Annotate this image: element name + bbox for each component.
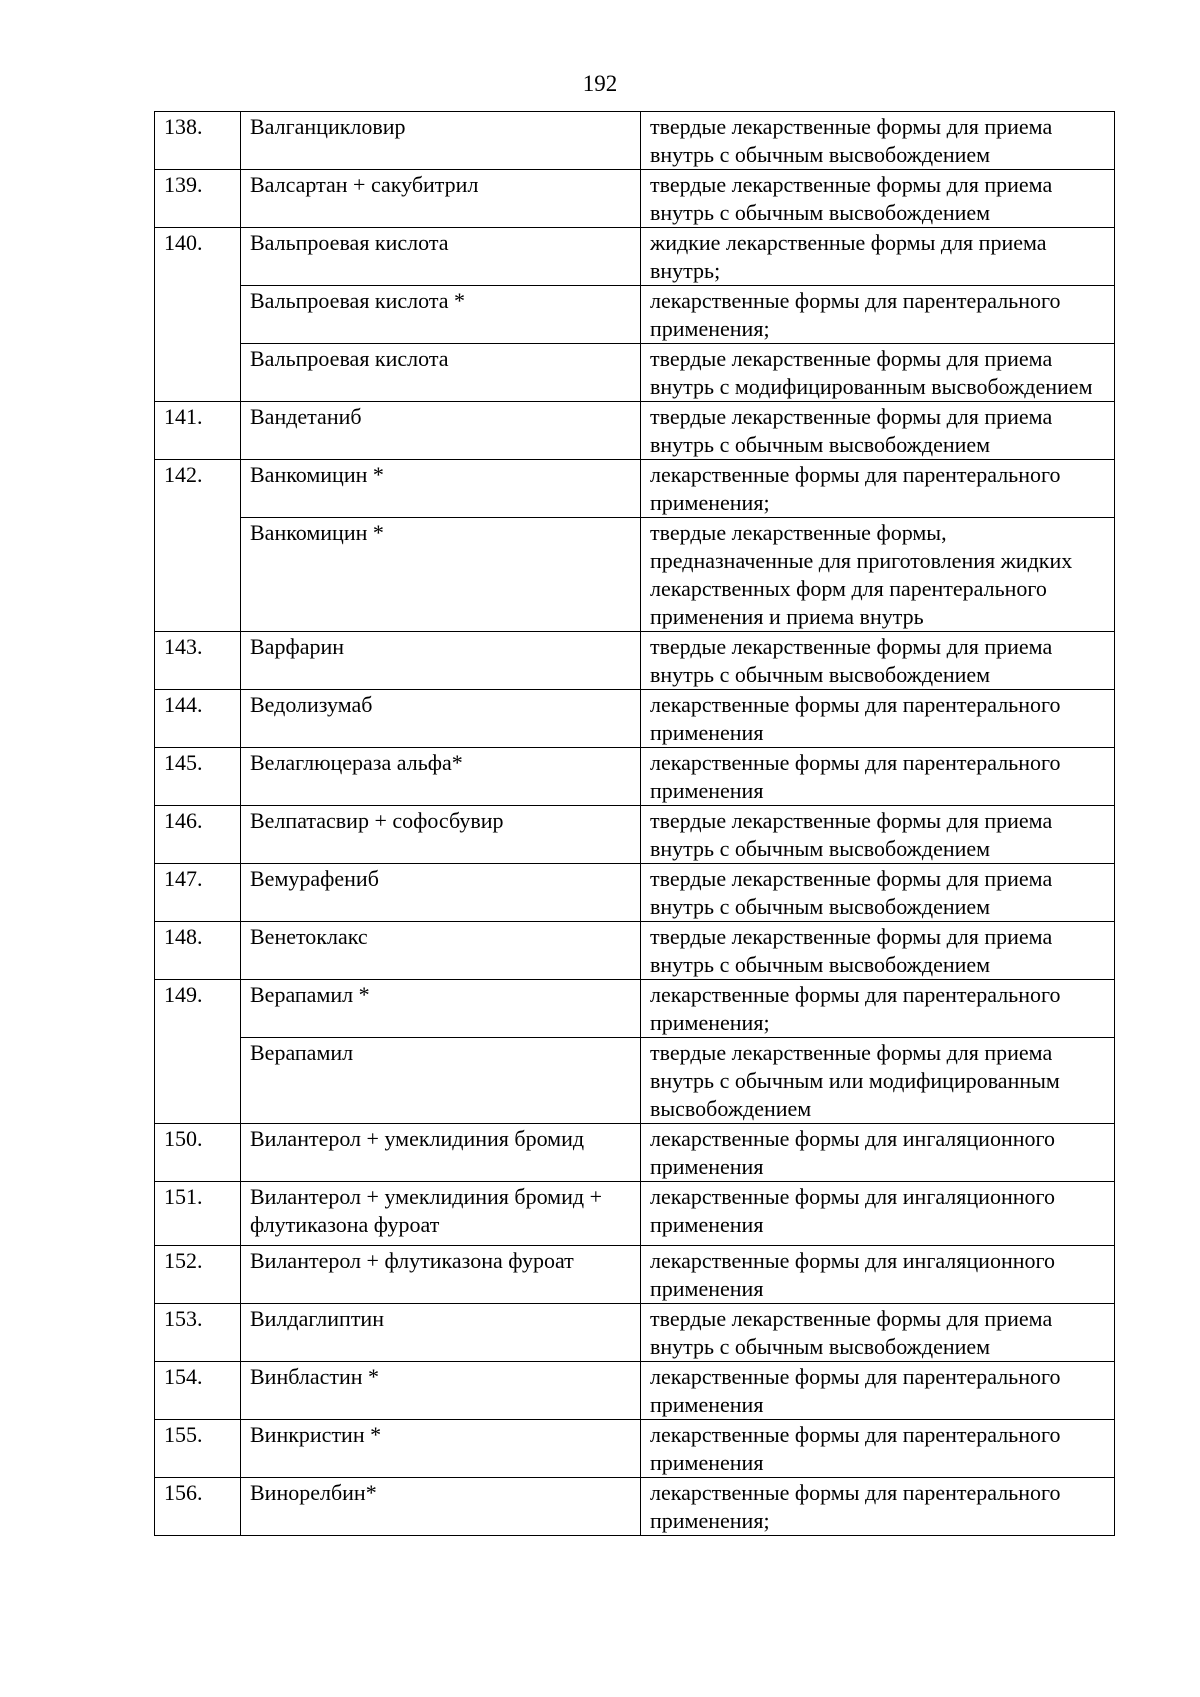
drug-name: Вилантерол + умеклидиния бромид + флутиказона фуроат xyxy=(241,1182,641,1246)
table-row xyxy=(155,980,1115,1038)
row-number: 145. xyxy=(155,748,241,806)
dosage-form: лекарственные формы для ингаляционного применения xyxy=(641,1124,1115,1182)
dosage-form: твердые лекарственные формы для приема внутрь с обычным высвобождением xyxy=(641,112,1115,170)
row-number: 152. xyxy=(155,1246,241,1304)
page-number: 192 xyxy=(582,71,618,96)
table-row xyxy=(155,518,1115,632)
row-number: 154. xyxy=(155,1362,241,1420)
table-row xyxy=(155,170,1115,228)
row-number: 141. xyxy=(155,402,241,460)
table-row xyxy=(155,632,1115,690)
drug-name: Вальпроевая кислота xyxy=(241,228,641,286)
row-number: 138. xyxy=(155,112,241,170)
drug-name: Вальпроевая кислота * xyxy=(241,286,641,344)
row-number: 139. xyxy=(155,170,241,228)
dosage-form: лекарственные формы для парентерального применения xyxy=(641,748,1115,806)
drug-name: Валсартан + сакубитрил xyxy=(241,170,641,228)
drug-name: Вилантерол + умеклидиния бромид xyxy=(241,1124,641,1182)
table-row xyxy=(155,286,1115,344)
table-row xyxy=(155,1362,1115,1420)
drug-name: Валганцикловир xyxy=(241,112,641,170)
dosage-form: твердые лекарственные формы для приема внутрь с обычным высвобождением xyxy=(641,806,1115,864)
dosage-form: твердые лекарственные формы для приема внутрь с обычным высвобождением xyxy=(641,632,1115,690)
dosage-form: твердые лекарственные формы, предназначенные для приготовления жидких лекарственных форм для парентерального применения и приема внутрь xyxy=(641,518,1115,632)
table-row xyxy=(155,922,1115,980)
dosage-form: лекарственные формы для парентерального применения; xyxy=(641,980,1115,1038)
dosage-form: твердые лекарственные формы для приема внутрь с модифицированным высвобождением xyxy=(641,344,1115,402)
dosage-form: лекарственные формы для ингаляционного применения xyxy=(641,1182,1115,1246)
table-body xyxy=(155,112,1115,1536)
drug-name: Ванкомицин * xyxy=(241,518,641,632)
row-number: 155. xyxy=(155,1420,241,1478)
drug-name: Вальпроевая кислота xyxy=(241,344,641,402)
table-row xyxy=(155,1038,1115,1124)
dosage-form: твердые лекарственные формы для приема внутрь с обычным высвобождением xyxy=(641,170,1115,228)
drug-name: Вилдаглиптин xyxy=(241,1304,641,1362)
drug-name: Вемурафениб xyxy=(241,864,641,922)
row-number: 148. xyxy=(155,922,241,980)
row-number: 153. xyxy=(155,1304,241,1362)
table-row xyxy=(155,228,1115,286)
dosage-form: лекарственные формы для ингаляционного применения xyxy=(641,1246,1115,1304)
drug-name: Винкристин * xyxy=(241,1420,641,1478)
table-row xyxy=(155,690,1115,748)
table-row xyxy=(155,402,1115,460)
dosage-form: твердые лекарственные формы для приема внутрь с обычным высвобождением xyxy=(641,402,1115,460)
table-row xyxy=(155,1182,1115,1246)
drug-name: Варфарин xyxy=(241,632,641,690)
row-number: 146. xyxy=(155,806,241,864)
drug-name: Ванкомицин * xyxy=(241,460,641,518)
drug-name: Венетоклакс xyxy=(241,922,641,980)
row-number: 149. xyxy=(155,980,241,1124)
drug-name: Велпатасвир + софосбувир xyxy=(241,806,641,864)
table-row xyxy=(155,748,1115,806)
row-number: 142. xyxy=(155,460,241,632)
drug-name: Винорелбин* xyxy=(241,1478,641,1536)
table-row xyxy=(155,1304,1115,1362)
row-number: 140. xyxy=(155,228,241,402)
row-number: 147. xyxy=(155,864,241,922)
row-number: 144. xyxy=(155,690,241,748)
table-row xyxy=(155,1420,1115,1478)
dosage-form: лекарственные формы для парентерального применения xyxy=(641,1420,1115,1478)
drug-name: Верапамил * xyxy=(241,980,641,1038)
row-number: 151. xyxy=(155,1182,241,1246)
dosage-form: твердые лекарственные формы для приема внутрь с обычным высвобождением xyxy=(641,864,1115,922)
dosage-form: лекарственные формы для парентерального применения; xyxy=(641,1478,1115,1536)
dosage-form: твердые лекарственные формы для приема внутрь с обычным высвобождением xyxy=(641,922,1115,980)
dosage-form: лекарственные формы для парентерального применения; xyxy=(641,460,1115,518)
table-row xyxy=(155,460,1115,518)
drug-name: Ведолизумаб xyxy=(241,690,641,748)
dosage-form: лекарственные формы для парентерального применения xyxy=(641,690,1115,748)
row-number: 156. xyxy=(155,1478,241,1536)
table-row xyxy=(155,864,1115,922)
dosage-form: жидкие лекарственные формы для приема внутрь; xyxy=(641,228,1115,286)
drug-name: Вандетаниб xyxy=(241,402,641,460)
drug-name: Винбластин * xyxy=(241,1362,641,1420)
table-row xyxy=(155,344,1115,402)
drug-name: Верапамил xyxy=(241,1038,641,1124)
table-row xyxy=(155,1478,1115,1536)
table-row xyxy=(155,112,1115,170)
dosage-form: твердые лекарственные формы для приема внутрь с обычным или модифицированным высвобождением xyxy=(641,1038,1115,1124)
table-row xyxy=(155,1124,1115,1182)
dosage-form: твердые лекарственные формы для приема внутрь с обычным высвобождением xyxy=(641,1304,1115,1362)
table-row xyxy=(155,1246,1115,1304)
row-number: 150. xyxy=(155,1124,241,1182)
drug-name: Велаглюцераза альфа* xyxy=(241,748,641,806)
drug-table xyxy=(154,111,1115,1536)
dosage-form: лекарственные формы для парентерального применения xyxy=(641,1362,1115,1420)
row-number: 143. xyxy=(155,632,241,690)
drug-name: Вилантерол + флутиказона фуроат xyxy=(241,1246,641,1304)
table-row xyxy=(155,806,1115,864)
dosage-form: лекарственные формы для парентерального применения; xyxy=(641,286,1115,344)
